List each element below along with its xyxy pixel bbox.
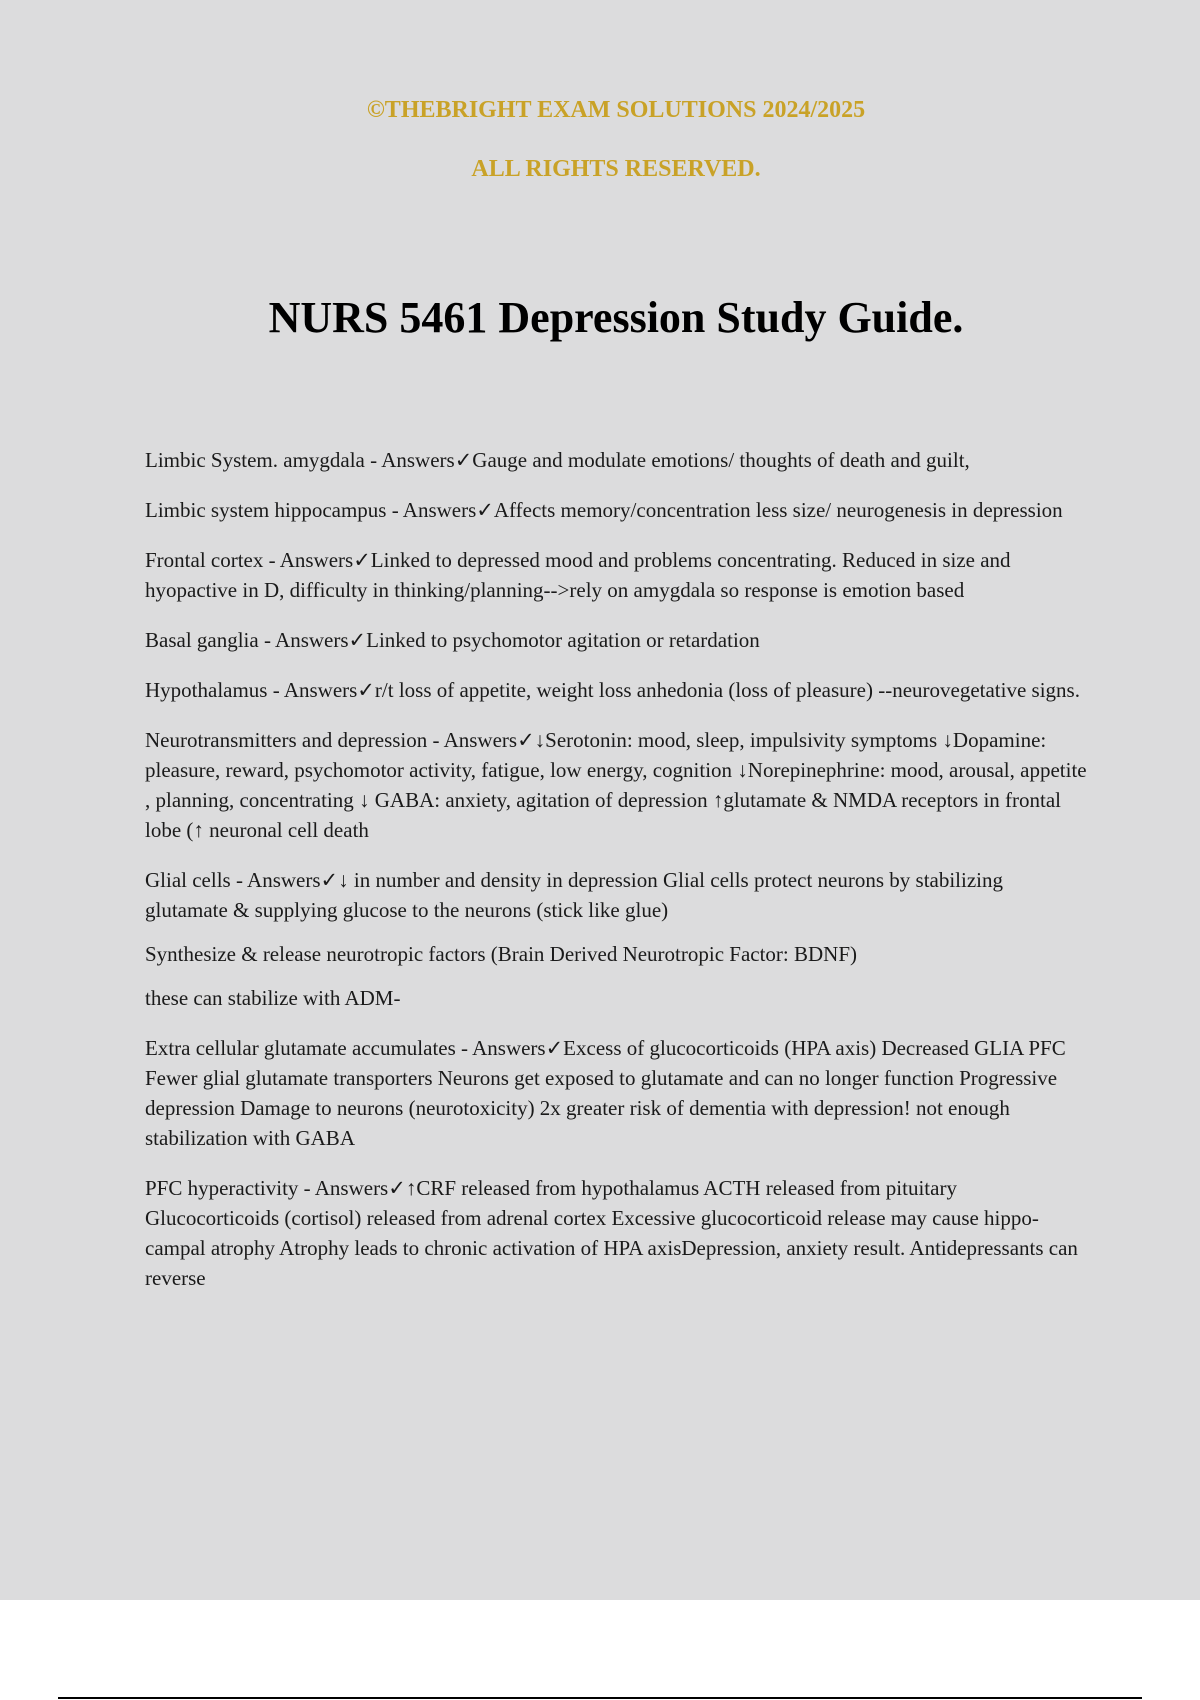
copyright-notice: ©THEBRIGHT EXAM SOLUTIONS 2024/2025 [366,97,866,123]
entry-amygdala: Limbic System. amygdala - Answers✓Gauge and modulate emotions/ thoughts of death and guilt, [145,448,970,472]
entry-hippocampus: Limbic system hippocampus - Answers✓Affects memory/concentration less size/ neurogenesis in depression [145,498,1063,522]
entry-neurotransmitters: Neurotransmitters and depression - Answers✓↓Serotonin: mood, sleep, impulsivity symptoms ↓Dopamine: pleasure, reward, psychomotor activity, fatigue, low energy, cognition ↓Norepinephrine: mood, arousal, appetite , planning, concentrating ↓ GABA: anxiety, agitation of depression ↑glutamate & NMDA receptors in frontal lobe (↑ neuronal cell death [145,728,1087,842]
study-guide-entries [145,445,1090,1313]
entry-adm-stabilize: these can stabilize with ADM- [145,986,401,1010]
rights-reserved-notice: ALL RIGHTS RESERVED. [471,156,761,182]
entry-glial-cells: Glial cells - Answers✓↓ in number and density in depression Glial cells protect neurons by stabilizing glutamate & supplying glucose to the neurons (stick like glue) [145,868,1004,922]
entry-hypothalamus: Hypothalamus - Answers✓r/t loss of appetite, weight loss anhedonia (loss of pleasure) --neurovegetative signs. [145,678,1080,702]
entry-frontal-cortex: Frontal cortex - Answers✓Linked to depressed mood and problems concentrating. Reduced in size and hyopactive in D, difficulty in thinking/planning-->rely on amygdala so response is emotion based [145,548,1011,602]
entry-pfc-hyperactivity: PFC hyperactivity - Answers✓↑CRF released from hypothalamus ACTH released from pituitary Glucocorticoids (cortisol) released from adrenal cortex Excessive glucocorticoid release may cause hippo-campal atrophy Atrophy leads to chronic activation of HPA axisDepression, anxiety result. Antidepressants can reverse [145,1176,1078,1290]
entry-neurotropic-factors: Synthesize & release neurotropic factors (Brain Derived Neurotropic Factor: BDNF) [145,942,858,966]
entry-basal-ganglia: Basal ganglia - Answers✓Linked to psychomotor agitation or retardation [145,628,760,652]
page-divider [58,1697,1142,1699]
entry-glutamate: Extra cellular glutamate accumulates - Answers✓Excess of glucocorticoids (HPA axis) Decreased GLIA PFC Fewer glial glutamate transporters Neurons get exposed to glutamate and can no longer function Progressive depression Damage to neurons (neurotoxicity) 2x greater risk of dementia with depression! not enough stabilization with GABA [145,1036,1066,1150]
page-title: NURS 5461 Depression Study Guide. [268,293,964,342]
